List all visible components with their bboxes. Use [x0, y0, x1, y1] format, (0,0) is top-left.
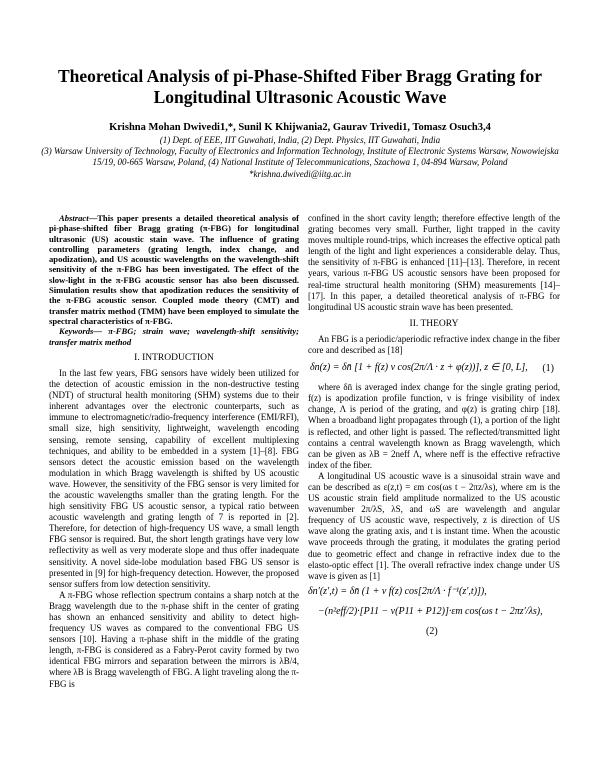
abstract-text: —This paper presents a detailed theoretical analysis of pi-phase-shifted fiber Bragg grating (π-FBG) for longitudinal ultrasonic (US) acoustic stain wave. The influence of grating controlling parameters (grating length, index change, and apodization), and US acoustic wavelengths on the wavelength-shift sensitivity of the π-FBG has been investigated. The effect of the slow-light in the π-FBG acoustic sensor has also been discussed. Simulation results show that apodization reduces the sensitivity of the π-FBG acoustic sensor. Coupled mode theory (CMT) and transfer matrix method (TMM) have been employed to simulate the spectral characteristics of π-FBG. [49, 213, 299, 326]
affiliation-line: (3) Warsaw University of Technology, Faculty of Electronics and Information Technology, Institute of Electronic Systems Warsaw, Nowowiejska 15/19, 00-665 Warsaw, Poland, (4) National Institute of Telecommunications, Szachowa 1, 04-894 Warsaw, Poland [41, 146, 559, 168]
theory-paragraph-3: A longitudinal US acoustic wave is a sinusoidal strain wave and can be described as ε(z,t) = εm cos(ωs t − 2πz/λs), where εm is the US acoustic strain field amplitude normalized to the US acoustic wavenumber 2π/λS, λS, and ωS are wavelength and angular frequency of US acoustic wave, respectively, z is direction of US wave along the grating axis, and t is instant time. When the acoustic wave proceeds through the grating, it modulates the grating period due to geometric effect and change in refractive index due to the elasto-optic effect [1]. The overall refractive index change under US wave is given as [1] [308, 470, 560, 581]
abstract [49, 213, 299, 326]
abstract-lead: Abstract [59, 213, 89, 223]
equation-1-body: δn(z) = δn̄ [1 + f(z) ν cos(2π/Λ · z + φ(z))], z ∈ [0, L], [310, 362, 528, 374]
equation-2 [308, 582, 560, 637]
section-heading-introduction: I. INTRODUCTION [134, 352, 214, 363]
equation-2-line-1: δn′(z′,t) = δn̄ (1 + ν f(z) cos[2π/Λ · f⁻¹(z′,t)]), [308, 585, 487, 597]
right-column [308, 213, 560, 637]
keywords: Keywords— π-FBG; strain wave; wavelength-shift sensitivity; transfer matrix method [49, 326, 299, 347]
intro-paragraph-1: In the last few years, FBG sensors have widely been utilized for the detection of acoustic emission in the non-destructive testing (NDT) of structural health monitoring (SHM) systems due to their inherent advantages over the electronic counterparts, such as immune to electromagnetic/radio-frequency interference (EMI/RFI), small size, high sensitivity, lightweight, wavelength encoding sensing, remote sensing, capability of excellent multiplexing techniques, and ability to be embedded in a system [1]–[8]. FBG sensors detect the acoustic emission based on the wavelength modulation in which Bragg wavelength is shifted by US acoustic wave. However, the sensitivity of the FBG sensor is very limited for the acoustic wavelengths smaller than the grating length. For the high sensitivity FBG US acoustic sensor, a typical ratio between acoustic wavelength and grating length of 7 is reported in [2]. Therefore, for detection of high-frequency US wave, a small length FBG sensor is required. But, the short length gratings have very low reflectivity as well as very moderate slope and thus offer inadequate sensitivity. A novel side-lobe modulation based FBG US sensor is presented in [9] for high-frequency detection. However, the proposed sensor suffers from low detection sensitivity. [49, 367, 299, 589]
theory-paragraph-1: An FBG is a periodic/aperiodic refractive index change in the fiber core and described as [18] [308, 333, 560, 356]
affiliation-line: (1) Dept. of EEE, IIT Guwahati, India, (2) Dept. Physics, IIT Guwahati, India [159, 135, 441, 145]
right-paragraph-1: confined in the short cavity length; therefore effective length of the grating becomes very small. Further, light trapped in the cavity moves multiple round-trips, which increases the effective optical path length of the light and light experiences a considerable delay. Thus, the sensitivity of π-FBG is enhanced [11]–[13]. Therefore, in recent years, various π-FBG US acoustic sensors have been proposed for real-time structural health monitoring (SHM) measurements [14]–[17]. In this paper, a detailed theoretical analysis of π-FBG for longitudinal US acoustic strain wave has been presented. [308, 213, 560, 312]
intro-paragraph-2: A π-FBG whose reflection spectrum contains a sharp notch at the Bragg wavelength due to the π-phase shift in the center of grating has shown an enhanced sensitivity and ability to detect high-frequency US waves as compared to the conventional FBG US sensors [10]. Having a π-phase shift in the middle of the grating length, π-FBG is considered as a Fabry-Perot cavity formed by two identical FBG mirrors and separation between the mirrors is λB/4, where λB is Bragg wavelength of FBG. A light traveling along the π-FBG is [49, 589, 299, 689]
theory-paragraph-2: where δn̄ is averaged index change for the single grating period, f(z) is apodization profile function, ν is fringe visibility of index change, Λ is period of the grating, and φ(z) is grating chirp [18]. When a broadband light propagates through (1), a portion of the light is reflected, and other light is passed. The reflected/transmitted light contains a central wavelength known as Bragg wavelength, which can be given as λB = 2neff Λ, where neff is the effective refractive index of the fiber. [308, 382, 560, 470]
left-column [49, 213, 299, 690]
paper-title: Theoretical Analysis of pi-Phase-Shifted Fiber Bragg Grating for Longitudinal Ultrasonic Acoustic Wave [58, 66, 542, 107]
equation-1-number: (1) [542, 363, 554, 375]
equation-2-number: (2) [426, 625, 438, 637]
contact-email: *krishna.dwivedi@iitg.ac.in [248, 168, 352, 179]
affiliations [40, 135, 560, 180]
section-heading-theory: II. THEORY [409, 318, 459, 329]
equation-1 [308, 356, 560, 382]
author-list: Krishna Mohan Dwivedi1,*, Sunil K Khijwania2, Gaurav Trivedi1, Tomasz Osuch3,4 [109, 122, 491, 133]
equation-2-line-2: −(n²eff/2)·[P11 − ν(P11 + P12)]·εm cos(ωs t − 2πz′/λs), [318, 605, 543, 617]
